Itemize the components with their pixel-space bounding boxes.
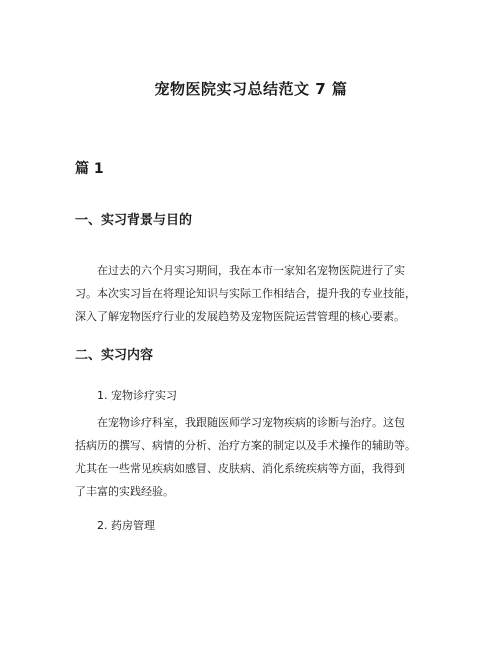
- document-title: 宠物医院实习总结范文 7 篇: [154, 80, 348, 98]
- part-heading: 篇 1: [75, 161, 104, 177]
- paragraph-line: 在过去的六个月实习期间，我在本市一家知名宠物医院进行了实: [97, 264, 405, 277]
- list-item-pharmacy: 2. 药房管理: [97, 519, 155, 532]
- paragraph-line: 尤其在一些常见疾病如感冒、皮肤病、消化系统疾病等方面，我得到: [75, 462, 405, 475]
- section-heading-content: 二、实习内容: [75, 348, 154, 363]
- paragraph-line: 习。本次实习旨在将理论知识与实际工作相结合，提升我的专业技能，: [75, 287, 416, 300]
- paragraph-background: [75, 259, 435, 328]
- list-item-clinic: 1. 宠物诊疗实习: [97, 389, 177, 402]
- paragraph-line: 深入了解宠物医疗行业的发展趋势及宠物医院运营管理的核心要素。: [75, 310, 405, 323]
- section-heading-background: 一、实习背景与目的: [75, 213, 193, 228]
- paragraph-line: 在宠物诊疗科室，我跟随医师学习宠物疾病的诊断与治疗。这包: [97, 416, 405, 429]
- paragraph-clinic: [75, 411, 435, 503]
- paragraph-line: 括病历的撰写、病情的分析、治疗方案的制定以及手术操作的辅助等。: [75, 439, 416, 452]
- paragraph-line: 了丰富的实践经验。: [75, 485, 174, 498]
